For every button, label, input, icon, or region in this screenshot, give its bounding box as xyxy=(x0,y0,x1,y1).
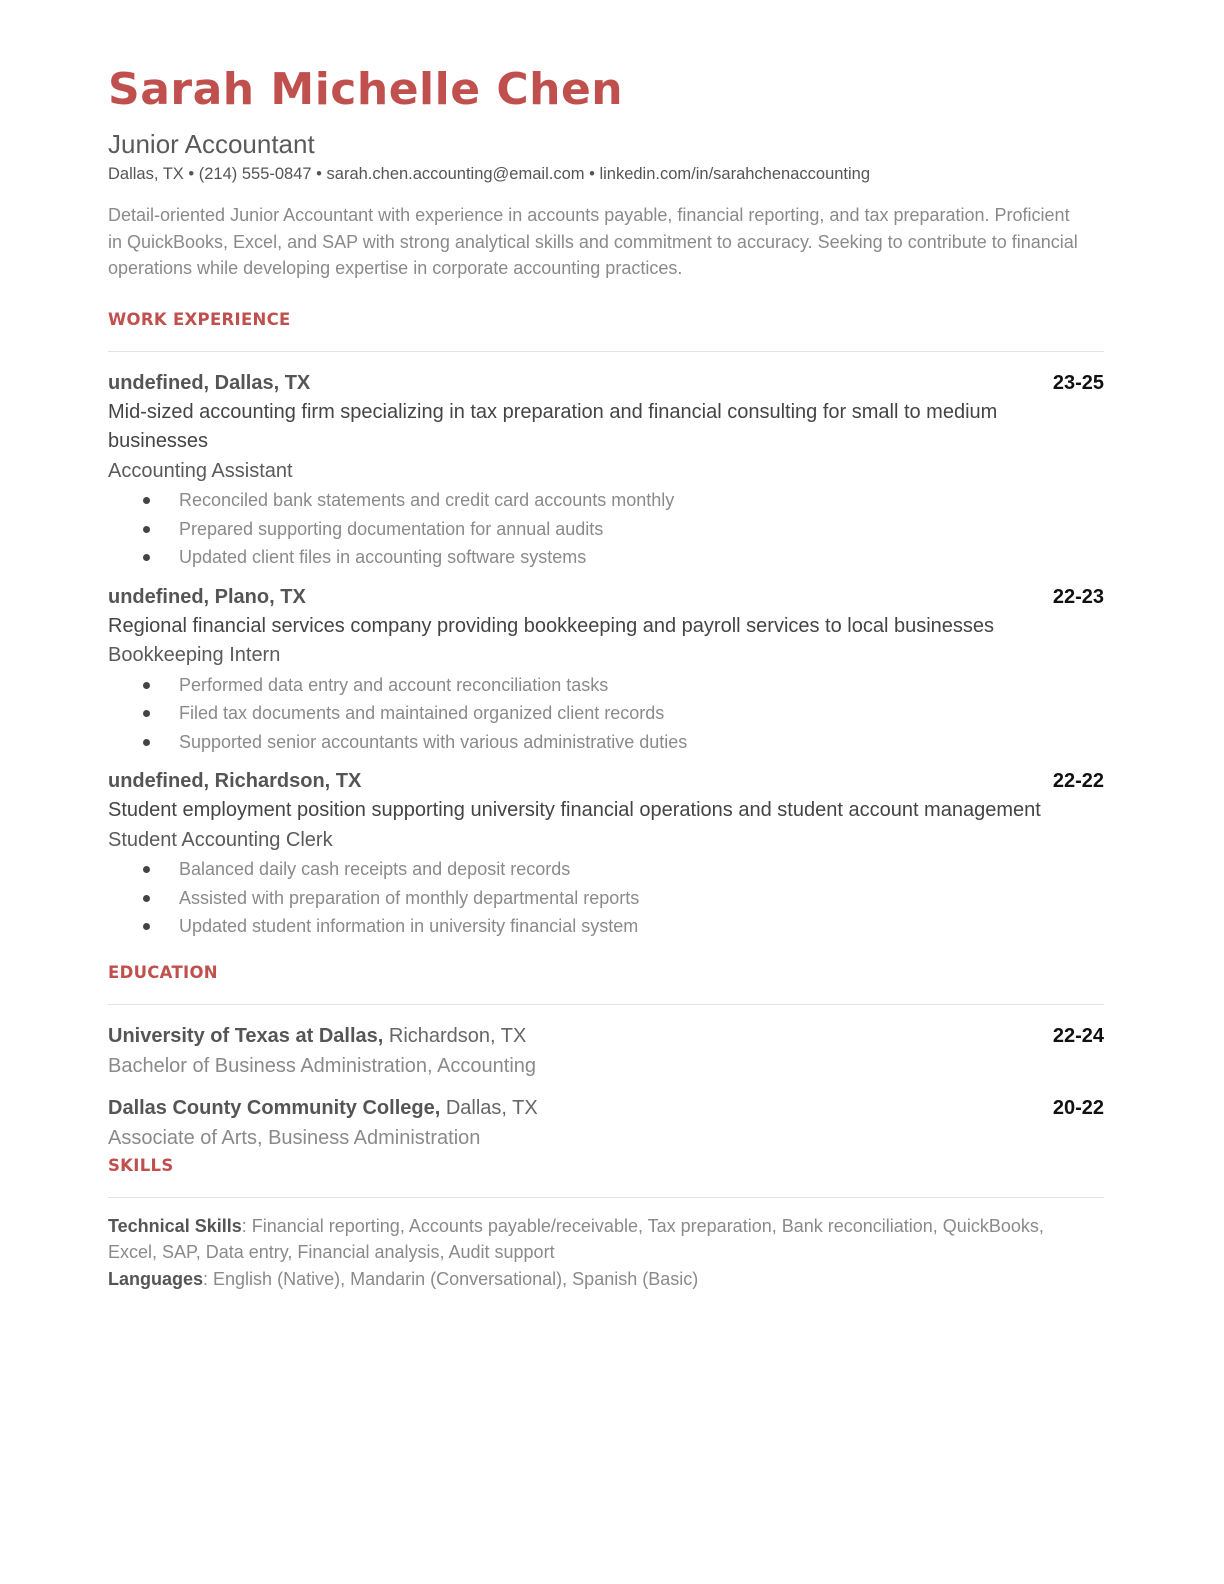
languages-label: Languages xyxy=(108,1268,204,1289)
section-heading-education: EDUCATION xyxy=(108,962,218,982)
section-divider xyxy=(108,1197,1104,1198)
job-role: Bookkeeping Intern xyxy=(108,644,281,666)
job-company: undefined, Dallas, TX xyxy=(108,371,311,394)
job-company: undefined, Richardson, TX xyxy=(108,770,362,792)
job-entry xyxy=(108,766,1104,941)
job-description: Student employment position supporting university financial operations and student account management xyxy=(108,799,1041,821)
job-company: undefined, Plano, TX xyxy=(108,585,306,608)
school-location: Richardson, TX xyxy=(383,1024,527,1047)
degree: Associate of Arts, Business Administration xyxy=(108,1126,481,1149)
job-bullets xyxy=(108,855,1104,941)
list-item: Assisted with preparation of monthly departmental reports xyxy=(108,884,1104,913)
languages xyxy=(108,1266,1068,1293)
education-dates: 20-22 xyxy=(1052,1096,1104,1119)
contact-info: Dallas, TX • (214) 555-0847 • sarah.chen.accounting@email.com • linkedin.com/in/sarahchenaccounting xyxy=(108,165,871,183)
job-role: Student Accounting Clerk xyxy=(108,828,333,851)
school-location: Dallas, TX xyxy=(440,1096,538,1119)
degree: Bachelor of Business Administration, Accounting xyxy=(108,1054,537,1077)
skills-section xyxy=(108,1155,1104,1293)
list-item: Supported senior accountants with various administrative duties xyxy=(108,728,1104,757)
school-name: University of Texas at Dallas, xyxy=(108,1024,384,1047)
job-dates: 22-22 xyxy=(1052,770,1104,792)
list-item: Performed data entry and account reconciliation tasks xyxy=(108,671,1104,700)
professional-summary: Detail-oriented Junior Accountant with experience in accounts payable, financial reporting, and tax preparation. Proficient in QuickBooks, Excel, and SAP with strong analytical skills and commitment to accuracy. Seeking to contribute to financial operations while developing expertise in corporate accounting practices. xyxy=(108,205,1078,278)
technical-skills-value: : Financial reporting, Accounts payable/receivable, Tax preparation, Bank reconciliation, QuickBooks, Excel, SAP, Data entry, Financial analysis, Audit support xyxy=(108,1215,1044,1262)
job-dates: 22-23 xyxy=(1052,585,1104,608)
section-divider xyxy=(108,1004,1104,1005)
job-description: Regional financial services company providing bookkeeping and payroll services to local businesses xyxy=(108,614,995,637)
section-heading-skills: SKILLS xyxy=(108,1155,174,1175)
section-divider xyxy=(108,351,1104,352)
education-dates: 22-24 xyxy=(1052,1024,1104,1047)
education-section xyxy=(108,962,1104,1153)
job-bullets xyxy=(108,486,1104,572)
job-description: Mid-sized accounting firm specializing in tax preparation and financial consulting for small to medium businesses xyxy=(108,400,998,452)
list-item: Balanced daily cash receipts and deposit records xyxy=(108,855,1104,884)
education-entry xyxy=(108,1093,1104,1153)
section-heading-work: WORK EXPERIENCE xyxy=(108,309,291,329)
school-name: Dallas County Community College, xyxy=(108,1096,441,1119)
job-entry xyxy=(108,582,1104,757)
education-entry xyxy=(108,1021,1104,1081)
job-entry xyxy=(108,368,1104,572)
job-role: Accounting Assistant xyxy=(108,459,293,482)
work-experience-section xyxy=(108,309,1104,941)
job-dates: 23-25 xyxy=(1052,371,1104,394)
languages-value: : English (Native), Mandarin (Conversational), Spanish (Basic) xyxy=(203,1268,699,1289)
list-item: Updated student information in university financial system xyxy=(108,912,1104,941)
technical-skills xyxy=(108,1213,1068,1266)
list-item: Updated client files in accounting software systems xyxy=(108,543,1104,572)
candidate-name: Sarah Michelle Chen xyxy=(108,64,624,115)
list-item: Prepared supporting documentation for annual audits xyxy=(108,515,1104,544)
job-bullets xyxy=(108,671,1104,757)
list-item: Filed tax documents and maintained organized client records xyxy=(108,699,1104,728)
job-title: Junior Accountant xyxy=(108,129,315,159)
technical-skills-label: Technical Skills xyxy=(108,1215,242,1236)
list-item: Reconciled bank statements and credit card accounts monthly xyxy=(108,486,1104,515)
